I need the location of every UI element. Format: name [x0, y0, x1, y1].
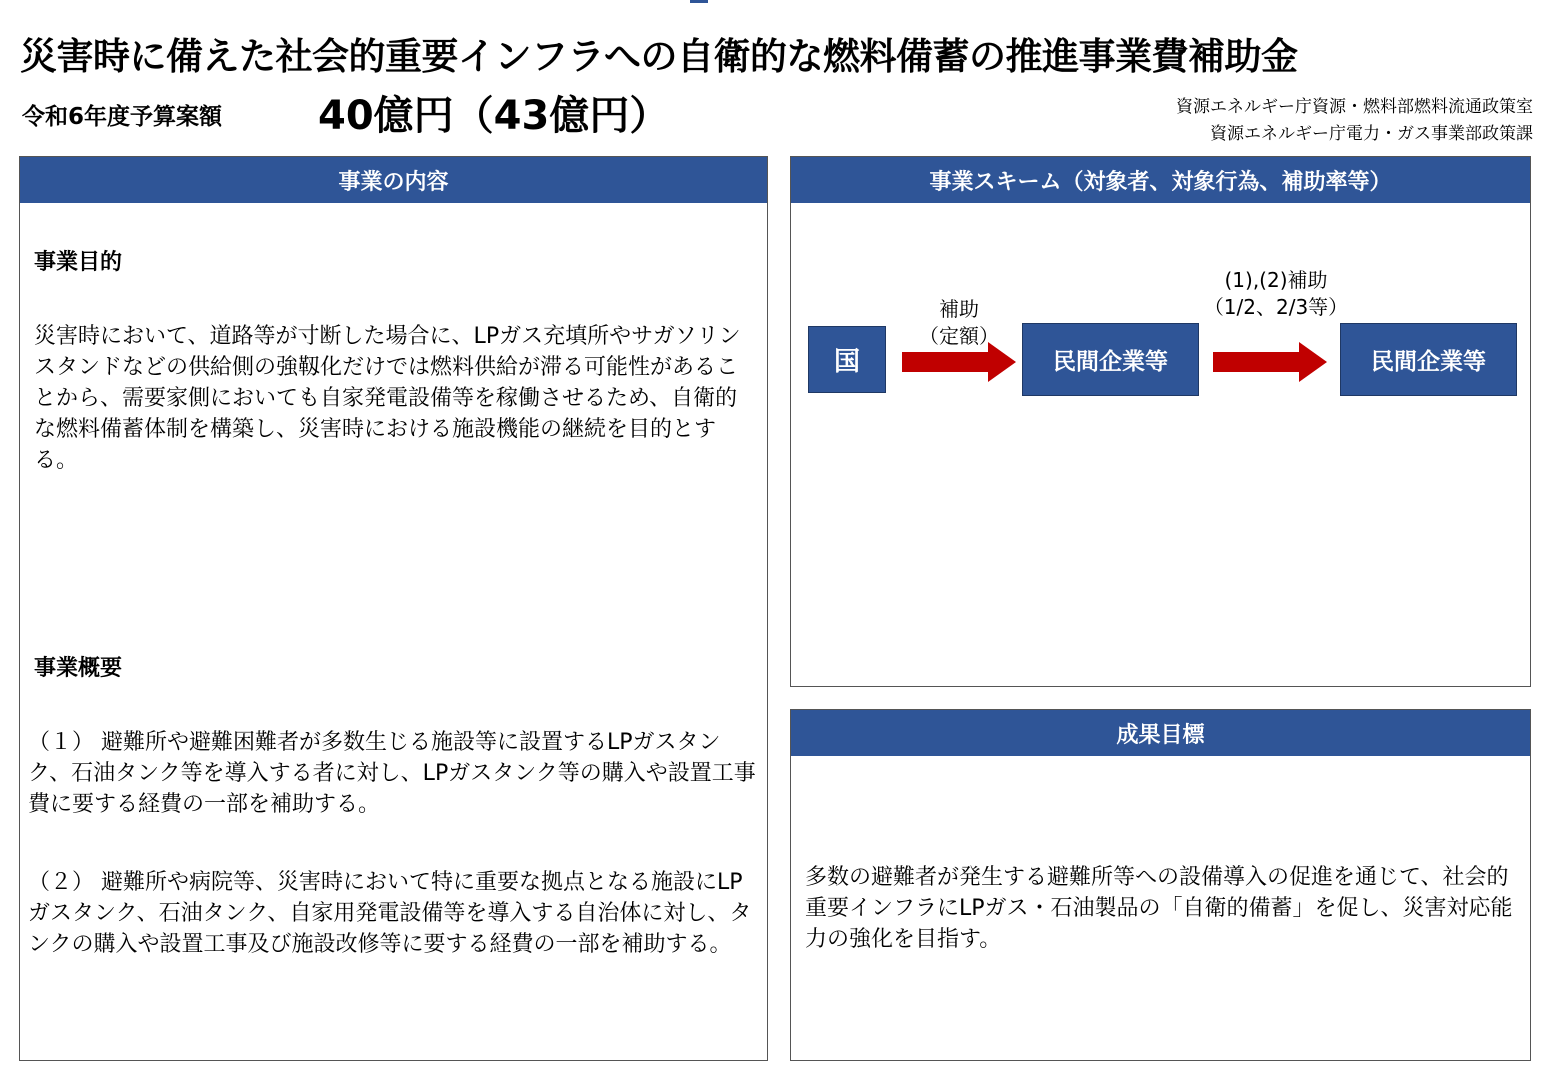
outcome-goal-panel — [790, 709, 1531, 1061]
budget-amount: 40億円（43億円） — [318, 93, 670, 139]
budget-label: 令和6年度予算案額 — [22, 104, 223, 130]
subsidy-arrow-1 — [902, 342, 1016, 382]
outcome-goal-text: 多数の避難者が発生する避難所等への設備導入の促進を通じて、社会的重要インフラにLPガス・石油製品の「自衛的備蓄」を促し、災害対応能力の強化を目指す。 — [805, 865, 1513, 952]
department-line-1: 資源エネルギー庁資源・燃料部燃料流通政策室 — [1176, 97, 1533, 117]
outcome-goal-header: 成果目標 — [791, 710, 1530, 756]
department-line-2: 資源エネルギー庁電力・ガス事業部政策課 — [1210, 124, 1533, 144]
arrow1-label-line2: （定額） — [919, 324, 999, 348]
subsidy-arrow-2 — [1213, 342, 1327, 382]
purpose-heading: 事業目的 — [34, 250, 123, 275]
business-content-panel — [19, 156, 768, 1061]
arrow2-label-line2: （1/2、2/3等） — [1203, 295, 1349, 319]
private-company-box-1: 民間企業等 — [1022, 323, 1199, 396]
overview-heading: 事業概要 — [34, 656, 123, 681]
page-title: 災害時に備えた社会的重要インフラへの自衛的な燃料備蓄の推進事業費補助金 — [20, 35, 1298, 78]
business-content-header: 事業の内容 — [20, 157, 767, 203]
business-scheme-header: 事業スキーム（対象者、対象行為、補助率等） — [791, 157, 1530, 203]
business-scheme-panel — [790, 156, 1531, 687]
purpose-text: 災害時において、道路等が寸断した場合に、LPガス充填所やサガソリンスタンドなどの供給側の強靱化だけでは燃料供給が滞る可能性があることから、需要家側においても自家発電設備等を稼働させるため、自衛的な燃料備蓄体制を構築し、災害時における施設機能の継続を目的とする。 — [34, 324, 741, 473]
overview-item-2: （２） 避難所や病院等、災害時において特に重要な拠点となる施設にLPガスタンク、石油タンク、自家用発電設備等を導入する自治体に対し、タンクの購入や設置工事及び施設改修等に要する経費の一部を補助する。 — [28, 870, 752, 957]
top-accent-mark — [690, 0, 708, 3]
overview-item-1: （１） 避難所や避難困難者が多数生じる施設等に設置するLPガスタンク、石油タンク等を導入する者に対し、LPガスタンク等の購入や設置工事費に要する経費の一部を補助する。 — [28, 730, 756, 817]
arrow1-label-line1: 補助 — [939, 297, 979, 321]
country-box: 国 — [808, 326, 886, 393]
private-company-box-2: 民間企業等 — [1340, 323, 1517, 396]
arrow2-label-line1: (1),(2)補助 — [1224, 268, 1328, 292]
